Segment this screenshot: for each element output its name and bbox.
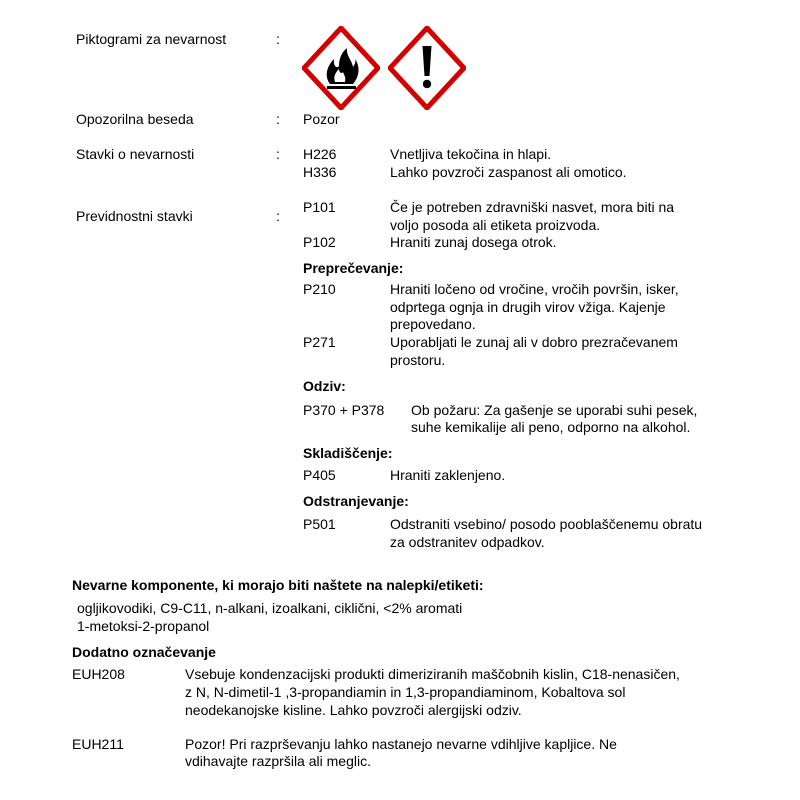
- response-heading: Odziv:: [303, 378, 346, 394]
- statement-text-line: Pozor! Pri razprševanju lahko nastanejo nevarne vdihljive kapljice. Ne: [185, 736, 617, 752]
- exclamation-mark-icon: [388, 26, 466, 110]
- statement-code: H226: [303, 146, 337, 162]
- statement-text-line: prostoru.: [390, 352, 446, 368]
- statement-text-line: Uporabljati le zunaj ali v dobro prezračevanem: [390, 334, 678, 350]
- statement-code: P370 + P378: [303, 402, 385, 418]
- additional-labelling-heading: Dodatno označevanje: [72, 644, 216, 660]
- precautionary-statements-label: Previdnostni stavki: [76, 208, 193, 224]
- storage-heading: Skladiščenje:: [303, 445, 393, 461]
- component-item: ogljikovodiki, C9-C11, n-alkani, izoalkani, ciklični, <2% aromati: [77, 600, 463, 616]
- signal-word-value: Pozor: [303, 111, 340, 127]
- disposal-heading: Odstranjevanje:: [303, 493, 409, 509]
- statement-code: H336: [303, 164, 337, 180]
- statement-text-line: prepovedano.: [390, 316, 476, 332]
- statement-text-line: Odstraniti vsebino/ posodo pooblaščenemu obratu: [390, 516, 703, 532]
- statement-text-line: odprtega ognja in drugih virov vžiga. Kajenje: [390, 299, 666, 315]
- statement-text-line: Hraniti zunaj dosega otrok.: [390, 234, 557, 250]
- statement-code: P405: [303, 467, 336, 483]
- hazard-statements-label: Stavki o nevarnosti: [76, 146, 195, 162]
- precautionary-statements-colon: :: [276, 208, 280, 224]
- statement-text-line: z N, N-dimetil-1 ,3-propandiamin in 1,3-propandiaminom, Kobaltova sol: [185, 684, 626, 700]
- statement-text-line: vdihavajte razpršila ali meglic.: [185, 753, 371, 769]
- hazard-statements-colon: :: [276, 146, 280, 162]
- statement-text: Vnetljiva tekočina in hlapi.: [390, 146, 552, 162]
- pictograms-label: Piktogrami za nevarnost: [76, 31, 227, 47]
- signal-word-label: Opozorilna beseda: [76, 111, 194, 127]
- prevention-heading: Preprečevanje:: [303, 260, 404, 276]
- statement-text-line: Vsebuje kondenzacijski produkti dimeriziranih maščobnih kislin, C18-nenasičen,: [185, 666, 680, 682]
- statement-text-line: voljo posoda ali etiketa proizvoda.: [390, 217, 601, 233]
- statement-text-line: neodekanojske kisline. Lahko povzroči alergijski odziv.: [185, 702, 522, 718]
- pictograms-colon: :: [276, 31, 280, 47]
- statement-text-line: Ob požaru: Za gašenje se uporabi suhi pesek,: [411, 402, 698, 418]
- component-item: 1-metoksi-2-propanol: [77, 618, 210, 634]
- statement-text-line: za odstranitev odpadkov.: [390, 534, 545, 550]
- statement-code: EUH211: [72, 736, 124, 752]
- statement-text-line: Hraniti ločeno od vročine, vročih površin, isker,: [390, 281, 679, 297]
- statement-text-line: suhe kemikalije ali peno, odporno na alkohol.: [411, 419, 691, 435]
- statement-code: P102: [303, 234, 336, 250]
- statement-text-line: Če je potreben zdravniški nasvet, mora biti na: [390, 199, 675, 215]
- statement-code: P210: [303, 281, 336, 297]
- signal-word-colon: :: [276, 111, 280, 127]
- statement-text: Lahko povzroči zaspanost ali omotico.: [390, 164, 627, 180]
- flame-icon: [302, 26, 380, 110]
- statement-code: P271: [303, 334, 336, 350]
- statement-code: EUH208: [72, 666, 125, 682]
- statement-text-line: Hraniti zaklenjeno.: [390, 467, 506, 483]
- statement-code: P101: [303, 199, 336, 215]
- hazardous-components-heading: Nevarne komponente, ki morajo biti naštete na nalepki/etiketi:: [72, 577, 484, 593]
- statement-code: P501: [303, 516, 336, 532]
